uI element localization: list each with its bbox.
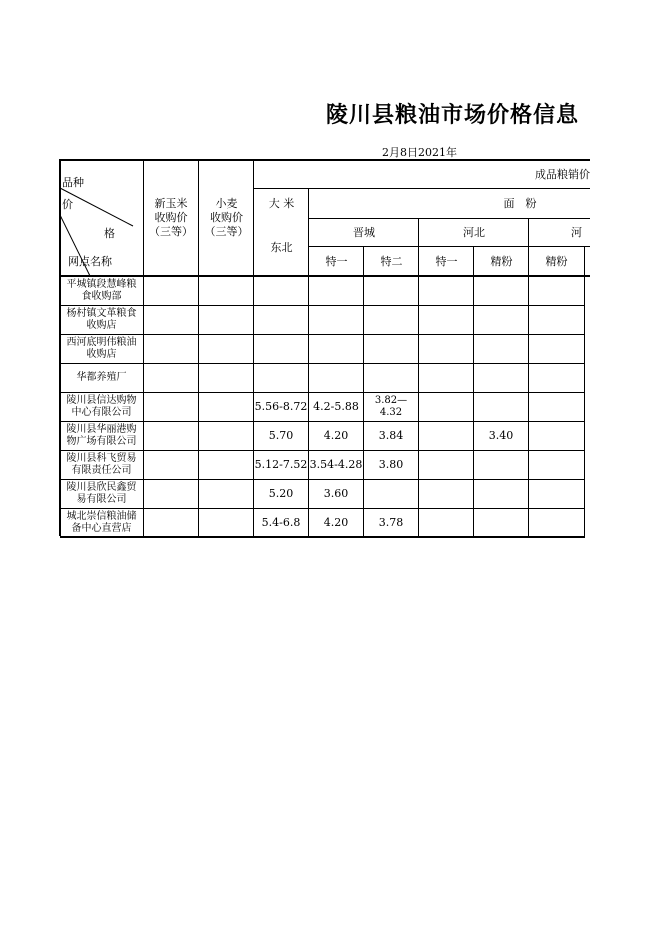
price-cell: 4.20 — [323, 516, 349, 529]
header-te2-jincheng: 特二 — [380, 254, 403, 268]
price-cell: 4.2-5.88 — [313, 400, 359, 413]
header-corn-price: 新玉米 收购价 （三等） — [149, 197, 193, 238]
price-cell — [529, 305, 584, 334]
grid-line — [59, 159, 61, 536]
corner-price-label-1: 价 — [62, 198, 73, 211]
price-cell — [199, 276, 253, 305]
outlet-name-cell: 西河底明伟粮油 收购店 — [66, 336, 137, 360]
price-cell — [474, 508, 528, 537]
price-cell — [419, 508, 473, 537]
price-cell — [254, 334, 308, 363]
price-cell — [474, 363, 528, 392]
price-cell — [144, 421, 198, 450]
grid-line — [309, 246, 590, 247]
price-cell — [529, 508, 584, 537]
price-cell — [199, 508, 253, 537]
grid-line — [528, 218, 529, 536]
price-cell — [364, 479, 418, 508]
grid-line — [60, 479, 585, 480]
price-cell — [474, 392, 528, 421]
grid-line — [60, 450, 585, 451]
price-cell — [199, 363, 253, 392]
price-cell — [199, 450, 253, 479]
outlet-name-cell: 陵川县华丽港购 物广场有限公司 — [66, 423, 137, 447]
header-flour: 面 粉 — [503, 196, 537, 210]
price-cell — [144, 334, 198, 363]
corner-price-label-2: 格 — [104, 227, 115, 240]
header-jingfen-henan: 精粉 — [545, 254, 568, 268]
price-cell — [199, 421, 253, 450]
price-cell — [364, 363, 418, 392]
price-cell — [364, 334, 418, 363]
grid-line — [584, 246, 585, 536]
price-cell: 3.60 — [323, 487, 349, 500]
outlet-name-cell: 杨村镇文革粮食 收购店 — [66, 307, 137, 331]
grid-line — [60, 421, 585, 422]
outlet-name-cell: 陵川县欣民鑫贸 易有限公司 — [66, 481, 137, 505]
price-cell — [474, 334, 528, 363]
price-cell: 5.4-6.8 — [261, 516, 301, 529]
price-cell — [529, 421, 584, 450]
price-cell — [199, 334, 253, 363]
grid-line — [198, 159, 199, 536]
price-cell — [529, 276, 584, 305]
grid-line — [308, 188, 309, 536]
price-cell: 3.40 — [488, 429, 514, 442]
header-finished-grain-price: 成品粮销价 — [535, 167, 590, 181]
price-cell — [419, 421, 473, 450]
price-cell — [419, 305, 473, 334]
outlet-name-cell: 陵川县科飞贸易 有限责任公司 — [66, 452, 137, 476]
corner-variety-label: 品种 — [62, 176, 84, 189]
price-cell — [309, 305, 363, 334]
grid-line — [60, 275, 590, 277]
price-cell — [529, 392, 584, 421]
price-cell — [144, 450, 198, 479]
price-cell: 4.20 — [323, 429, 349, 442]
outlet-name-cell: 华都养殖厂 — [76, 371, 127, 383]
grid-line — [363, 246, 364, 536]
grid-line — [254, 188, 590, 189]
price-cell: 3.84 — [378, 429, 404, 442]
price-cell: 5.20 — [268, 487, 294, 500]
outlet-name-cell: 平城镇段慧峰粮 食收购部 — [66, 278, 137, 302]
price-cell — [474, 479, 528, 508]
price-cell — [144, 305, 198, 334]
price-cell — [364, 305, 418, 334]
price-cell — [199, 392, 253, 421]
price-cell — [419, 363, 473, 392]
price-cell — [144, 508, 198, 537]
price-cell — [199, 479, 253, 508]
price-cell — [474, 450, 528, 479]
price-cell — [309, 363, 363, 392]
grid-line — [60, 508, 585, 509]
price-cell: 5.12-7.52 — [254, 458, 308, 471]
grid-line — [309, 218, 590, 219]
price-cell: 3.54-4.28 — [309, 458, 363, 471]
report-date: 2月8日2021年 — [382, 146, 457, 159]
price-cell: 3.80 — [378, 458, 404, 471]
price-cell — [144, 479, 198, 508]
price-cell: 3.78 — [378, 516, 404, 529]
price-cell: 3.82— 4.32 — [374, 394, 408, 418]
price-cell — [529, 479, 584, 508]
price-cell — [419, 334, 473, 363]
header-hebei: 河北 — [463, 225, 485, 239]
price-cell: 5.70 — [268, 429, 294, 442]
grid-line — [473, 246, 474, 536]
header-te1-hebei: 特一 — [435, 254, 458, 268]
price-cell — [144, 276, 198, 305]
grid-line — [60, 536, 585, 538]
price-cell — [254, 363, 308, 392]
grid-line — [60, 305, 585, 306]
header-jingfen-hebei: 精粉 — [490, 254, 513, 268]
corner-outlet-label: 网点名称 — [68, 255, 112, 268]
grid-line — [60, 334, 585, 335]
grid-line — [253, 159, 254, 536]
price-cell: 5.56-8.72 — [254, 400, 308, 413]
price-cell — [199, 305, 253, 334]
price-cell — [309, 276, 363, 305]
price-cell — [419, 479, 473, 508]
header-henan: 河 — [571, 225, 582, 239]
price-cell — [419, 450, 473, 479]
price-cell — [309, 334, 363, 363]
price-cell — [364, 276, 418, 305]
header-wheat-price: 小麦 收购价 （三等） — [204, 197, 249, 238]
grid-line — [60, 363, 585, 364]
grid-line — [60, 392, 585, 393]
price-cell — [474, 305, 528, 334]
price-cell — [144, 363, 198, 392]
outlet-name-cell: 城北崇信粮油储 备中心直营店 — [66, 510, 137, 534]
price-cell — [144, 392, 198, 421]
price-cell — [254, 305, 308, 334]
page-title: 陵川县粮油市场价格信息 — [326, 103, 580, 128]
price-cell — [529, 334, 584, 363]
price-cell — [474, 276, 528, 305]
header-jincheng: 晋城 — [353, 225, 375, 239]
outlet-name-cell: 陵川县信达购物 中心有限公司 — [66, 394, 137, 418]
grid-line — [143, 159, 144, 536]
header-te1-jincheng: 特一 — [325, 254, 348, 268]
price-cell — [419, 392, 473, 421]
grid-line — [60, 159, 590, 161]
price-cell — [529, 450, 584, 479]
grid-line — [418, 218, 419, 536]
header-rice: 大 米 — [268, 196, 295, 210]
price-cell — [529, 363, 584, 392]
price-cell — [419, 276, 473, 305]
header-dongbei: 东北 — [270, 240, 293, 254]
price-cell — [254, 276, 308, 305]
